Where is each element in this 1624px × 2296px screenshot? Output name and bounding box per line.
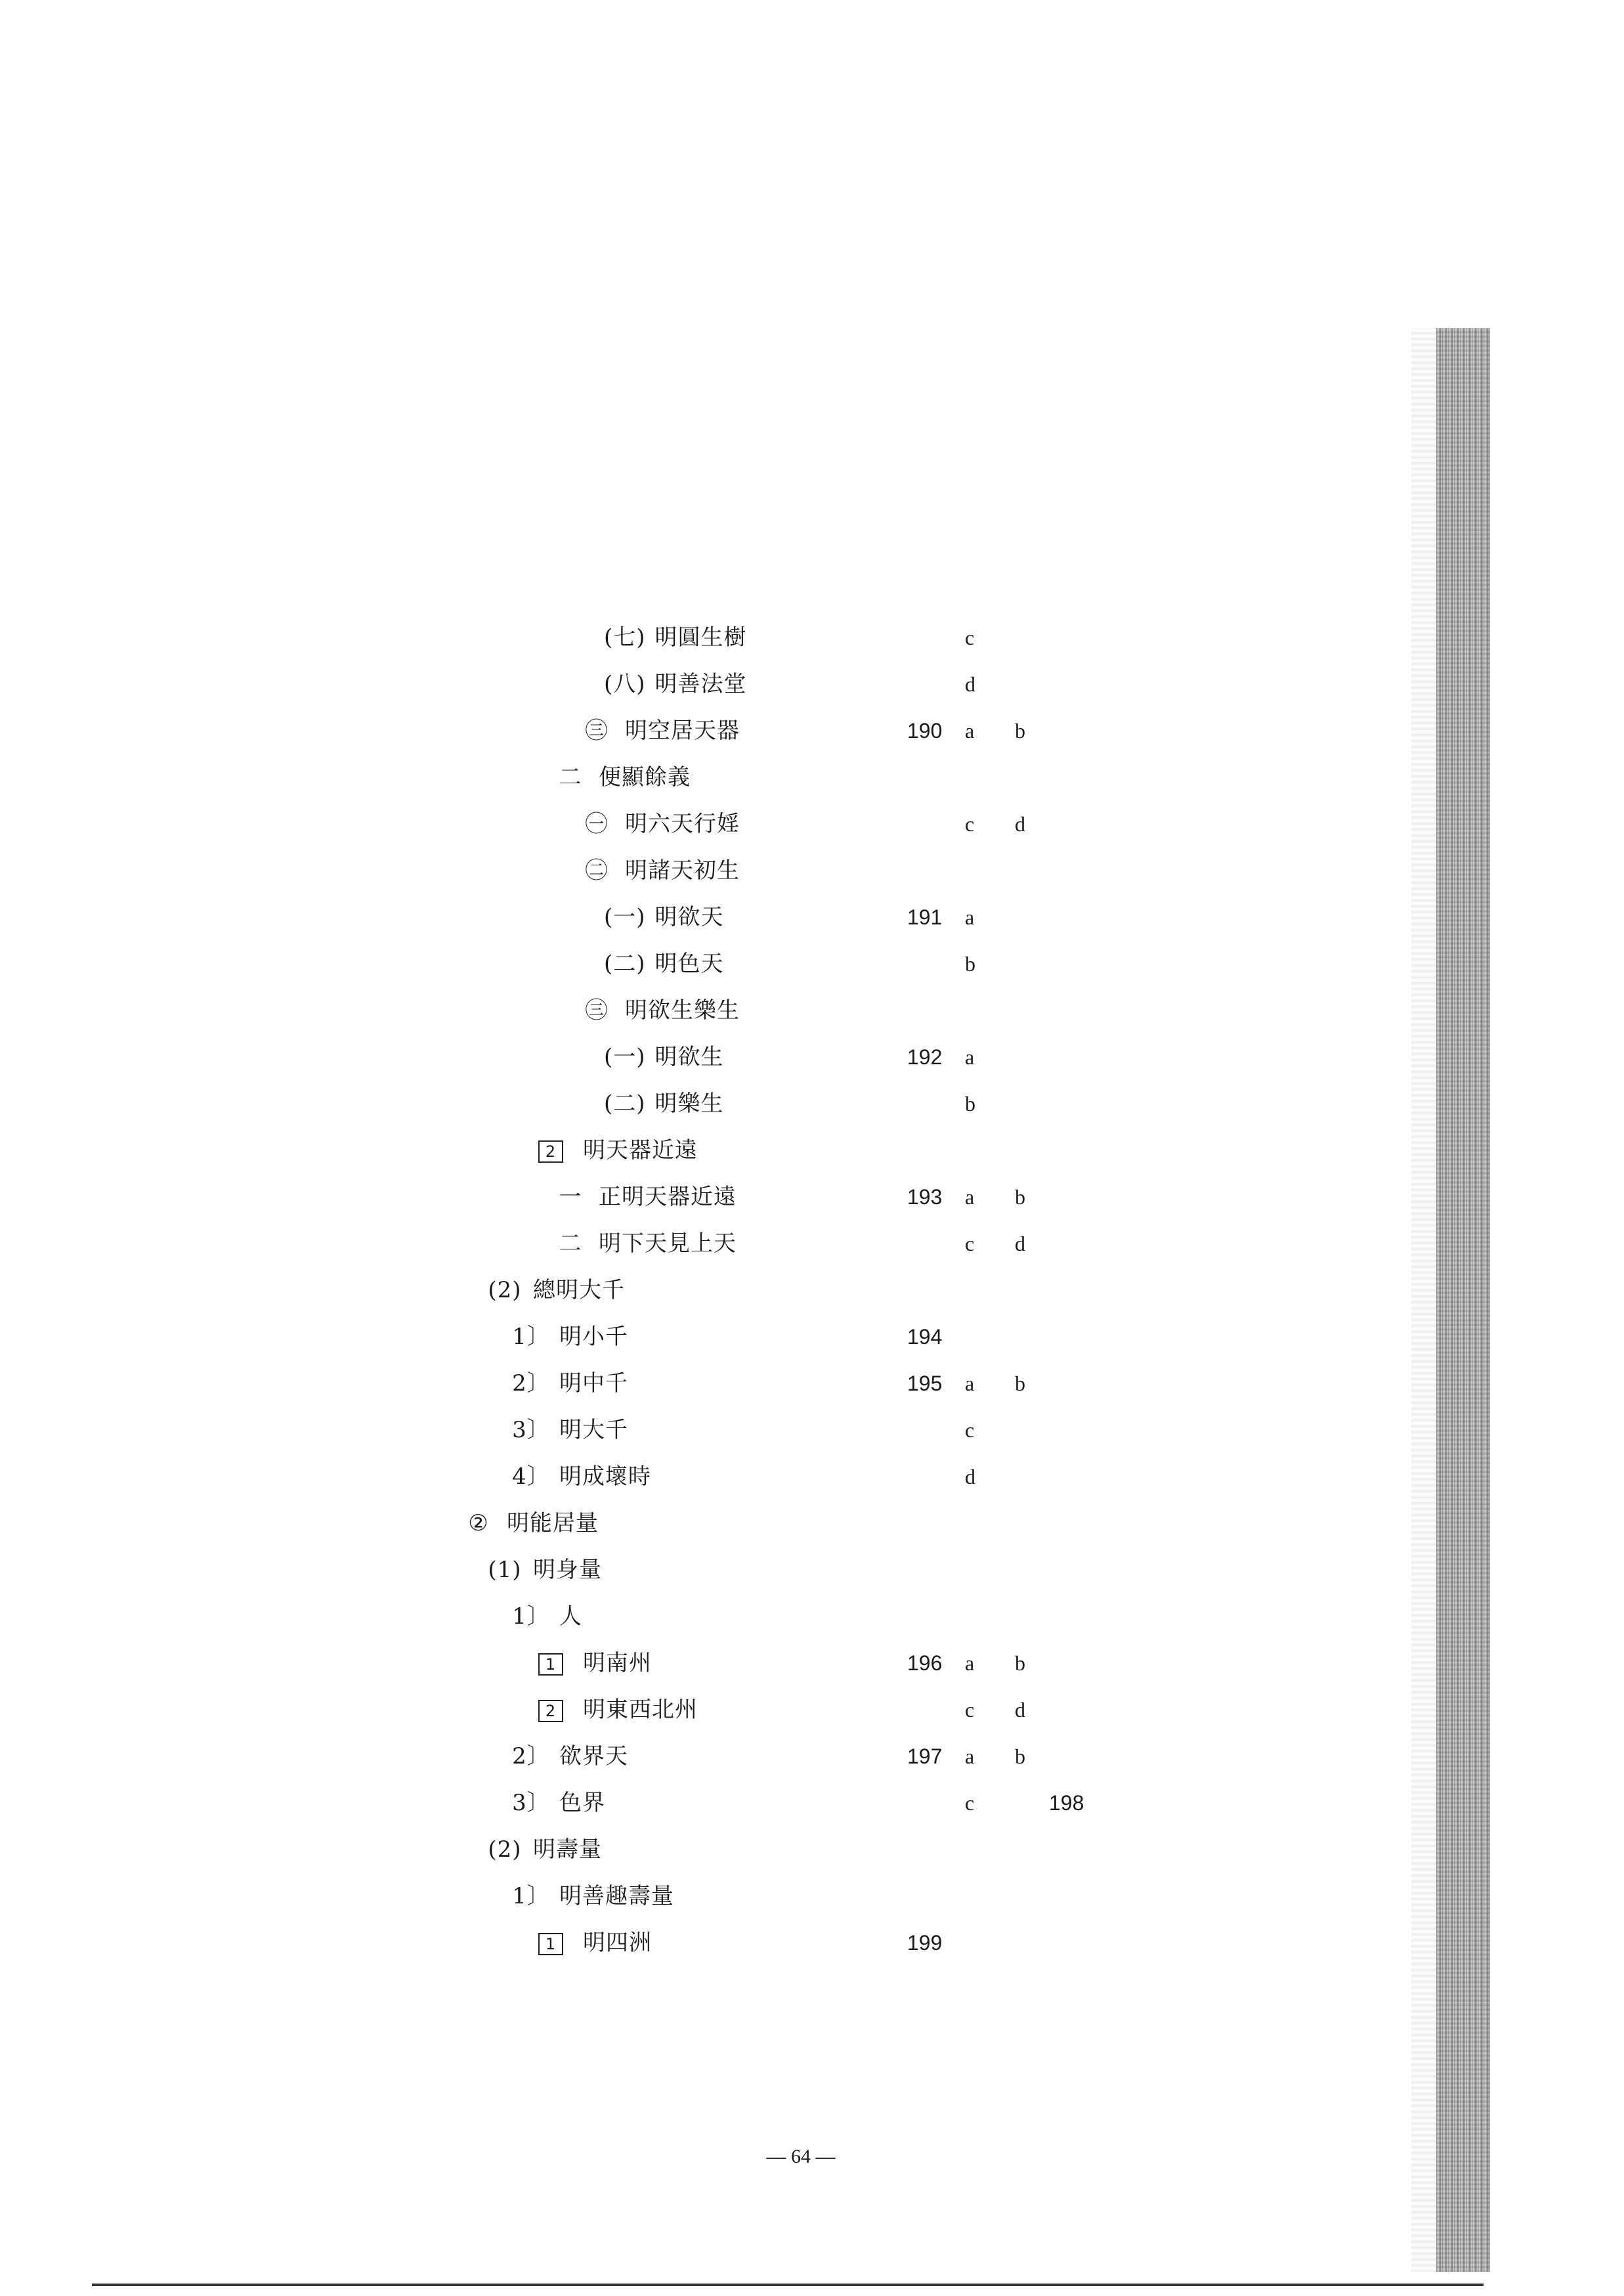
toc-title: 明東西北州 [583, 1697, 698, 1723]
toc-entry [512, 1320, 628, 1353]
toc-row [0, 947, 1411, 980]
toc-marker: 二 [559, 1230, 582, 1257]
toc-entry [486, 1274, 625, 1307]
toc-row [0, 1227, 1411, 1260]
toc-entry [486, 1553, 602, 1586]
toc-row [0, 1553, 1411, 1586]
toc-marker: ㊀ [585, 811, 609, 837]
toc-entry [604, 901, 724, 934]
toc-column-ref: a [965, 1372, 975, 1395]
toc-page-ref: 191 [907, 905, 943, 929]
toc-column-ref: b [1015, 1185, 1025, 1209]
toc-marker: 1 [538, 1653, 563, 1676]
toc-title: 正明天器近遠 [599, 1184, 737, 1210]
toc-marker: (二) [604, 1091, 646, 1117]
toc-row [0, 1320, 1411, 1353]
page-number: — 64 — [766, 2146, 836, 2167]
toc-marker: 2〕 [512, 1743, 550, 1769]
toc-column-ref: c [965, 812, 975, 836]
toc-entry [578, 808, 740, 840]
toc-title: 明六天行婬 [625, 811, 740, 837]
toc-column-ref: a [965, 719, 975, 743]
toc-entry [512, 1414, 628, 1446]
toc-marker: 1〕 [512, 1883, 550, 1909]
toc-marker: (二) [604, 951, 646, 977]
toc-row [0, 1180, 1411, 1213]
toc-title: 明欲天 [654, 904, 724, 930]
toc-entry [486, 1833, 602, 1866]
toc-title: 總明大千 [533, 1277, 625, 1303]
toc-title: 明空居天器 [625, 718, 740, 744]
toc-column-ref: b [1015, 1372, 1025, 1395]
toc-entry [512, 1367, 628, 1400]
scan-shadow [1411, 328, 1438, 2272]
toc-column-ref: d [965, 1465, 975, 1488]
toc-entry [512, 1600, 582, 1633]
toc-title: 欲界天 [559, 1743, 628, 1769]
toc-page-ref: 197 [907, 1744, 943, 1768]
toc-row [0, 1740, 1411, 1773]
toc-title: 明諸天初生 [625, 857, 740, 884]
toc-title: 明樂生 [654, 1091, 724, 1117]
toc-row [0, 994, 1411, 1027]
toc-entry [604, 1041, 724, 1073]
toc-column-ref: a [965, 1744, 975, 1768]
toc-marker: 1 [538, 1933, 563, 1955]
toc-entry [459, 1507, 599, 1540]
toc-column-ref: a [965, 905, 975, 929]
toc-marker: 3〕 [512, 1417, 550, 1443]
toc-column-ref: d [1015, 1232, 1025, 1255]
toc-row [0, 1367, 1411, 1400]
toc-page-ref: 195 [907, 1372, 943, 1395]
toc-entry [512, 1787, 605, 1819]
toc-column-ref: d [1015, 812, 1025, 836]
toc-entry [578, 994, 740, 1027]
toc-column-ref: c [965, 1418, 975, 1442]
toc-title: 明善趣壽量 [559, 1883, 674, 1909]
toc-page-ref: 196 [907, 1651, 943, 1675]
toc-marker: ㊂ [585, 718, 609, 744]
toc-row [0, 1134, 1411, 1167]
toc-column-ref: c [965, 1791, 975, 1815]
toc-entry [538, 1926, 652, 1959]
toc-entry [538, 1134, 698, 1167]
toc-entry [512, 1740, 628, 1773]
toc-row [0, 1414, 1411, 1446]
toc-column-ref: c [965, 1232, 975, 1255]
toc-title: 明小千 [559, 1324, 628, 1350]
toc-marker: ㊁ [585, 857, 609, 884]
toc-marker: (2) [488, 1277, 522, 1303]
toc-entry [538, 1647, 652, 1679]
toc-entry [551, 761, 691, 794]
toc-page-ref: 190 [907, 719, 943, 743]
toc-row [0, 1600, 1411, 1633]
toc-title: 明四洲 [583, 1930, 652, 1956]
toc-entry [551, 1180, 737, 1213]
toc-row [0, 1926, 1411, 1959]
toc-row [0, 621, 1411, 654]
toc-row [0, 808, 1411, 840]
toc-title: 便顯餘義 [599, 764, 691, 791]
toc-marker: (一) [604, 904, 646, 930]
toc-marker: 二 [559, 764, 582, 791]
toc-column-ref: b [965, 952, 975, 976]
toc-entry [604, 1087, 724, 1120]
toc-column-ref: b [1015, 719, 1025, 743]
toc-title: 明壽量 [533, 1836, 602, 1863]
toc-entry [578, 854, 740, 887]
toc-marker: 1〕 [512, 1324, 550, 1350]
toc-title: 明欲生樂生 [625, 997, 740, 1024]
toc-title: 明大千 [559, 1417, 628, 1443]
toc-row [0, 668, 1411, 701]
toc-column-ref: d [1015, 1698, 1025, 1722]
toc-row [0, 1647, 1411, 1679]
toc-title: 明南州 [583, 1650, 652, 1676]
toc-entry [604, 947, 724, 980]
toc-column-ref: a [965, 1045, 975, 1069]
toc-row [0, 901, 1411, 934]
toc-column-ref: a [965, 1651, 975, 1675]
toc-title: 明欲生 [654, 1044, 724, 1070]
toc-entry [604, 621, 747, 654]
toc-row [0, 761, 1411, 794]
toc-row [0, 1880, 1411, 1913]
scan-edge-noise [1436, 328, 1490, 2272]
toc-column-ref: b [965, 1092, 975, 1116]
toc-marker: (一) [604, 1044, 646, 1070]
toc-title: 人 [559, 1603, 582, 1630]
toc-title: 明圓生樹 [654, 624, 747, 651]
toc-column-ref: b [1015, 1651, 1025, 1675]
toc-row [0, 1507, 1411, 1540]
toc-row [0, 1041, 1411, 1073]
toc-row [0, 1787, 1411, 1819]
toc-entry [578, 714, 740, 747]
toc-marker: 2〕 [512, 1370, 550, 1397]
toc-column-ref: d [965, 672, 975, 696]
toc-marker: 3〕 [512, 1790, 550, 1816]
bottom-rule [92, 2284, 1484, 2286]
toc-title: 明成壞時 [559, 1463, 651, 1490]
toc-marker: ㊂ [585, 997, 609, 1024]
toc-row [0, 1087, 1411, 1120]
toc-title: 明色天 [654, 951, 724, 977]
toc-title: 明天器近遠 [583, 1137, 698, 1163]
toc-title: 明善法堂 [654, 671, 747, 697]
toc-marker: (1) [488, 1557, 522, 1583]
toc-entry [512, 1460, 651, 1493]
toc-title: 明身量 [533, 1557, 602, 1583]
toc-marker: 一 [559, 1184, 582, 1210]
toc-page-ref: 193 [907, 1185, 943, 1209]
toc-row [0, 1833, 1411, 1866]
toc-entry [604, 668, 747, 701]
toc-title: 明能居量 [507, 1510, 599, 1536]
toc-marker: (2) [488, 1836, 522, 1863]
toc-row [0, 854, 1411, 887]
toc-marker: 2 [538, 1700, 563, 1722]
toc-entry [512, 1880, 674, 1913]
toc-marker: 4〕 [512, 1463, 550, 1490]
toc-row [0, 1460, 1411, 1493]
toc-column-ref: c [965, 626, 975, 649]
toc-column-ref: b [1015, 1744, 1025, 1768]
toc-marker: ② [468, 1510, 489, 1536]
toc-page-ref: 194 [907, 1325, 943, 1349]
toc-marker: (八) [604, 671, 646, 697]
toc-row [0, 1693, 1411, 1726]
toc-row [0, 1274, 1411, 1307]
toc-entry [551, 1227, 737, 1260]
toc-title: 色界 [559, 1790, 605, 1816]
toc-column-ref: a [965, 1185, 975, 1209]
toc-column-ref: c [965, 1698, 975, 1722]
toc-marker: 2 [538, 1140, 563, 1163]
toc-page-ref: 199 [907, 1931, 943, 1955]
toc-title: 明中千 [559, 1370, 628, 1397]
toc-marker: (七) [604, 624, 646, 651]
toc-title: 明下天見上天 [599, 1230, 737, 1257]
toc-marker: 1〕 [512, 1603, 550, 1630]
toc-page-ref: 198 [1049, 1791, 1084, 1815]
toc-row [0, 714, 1411, 747]
toc-entry [538, 1693, 698, 1726]
toc-page-ref: 192 [907, 1045, 943, 1069]
